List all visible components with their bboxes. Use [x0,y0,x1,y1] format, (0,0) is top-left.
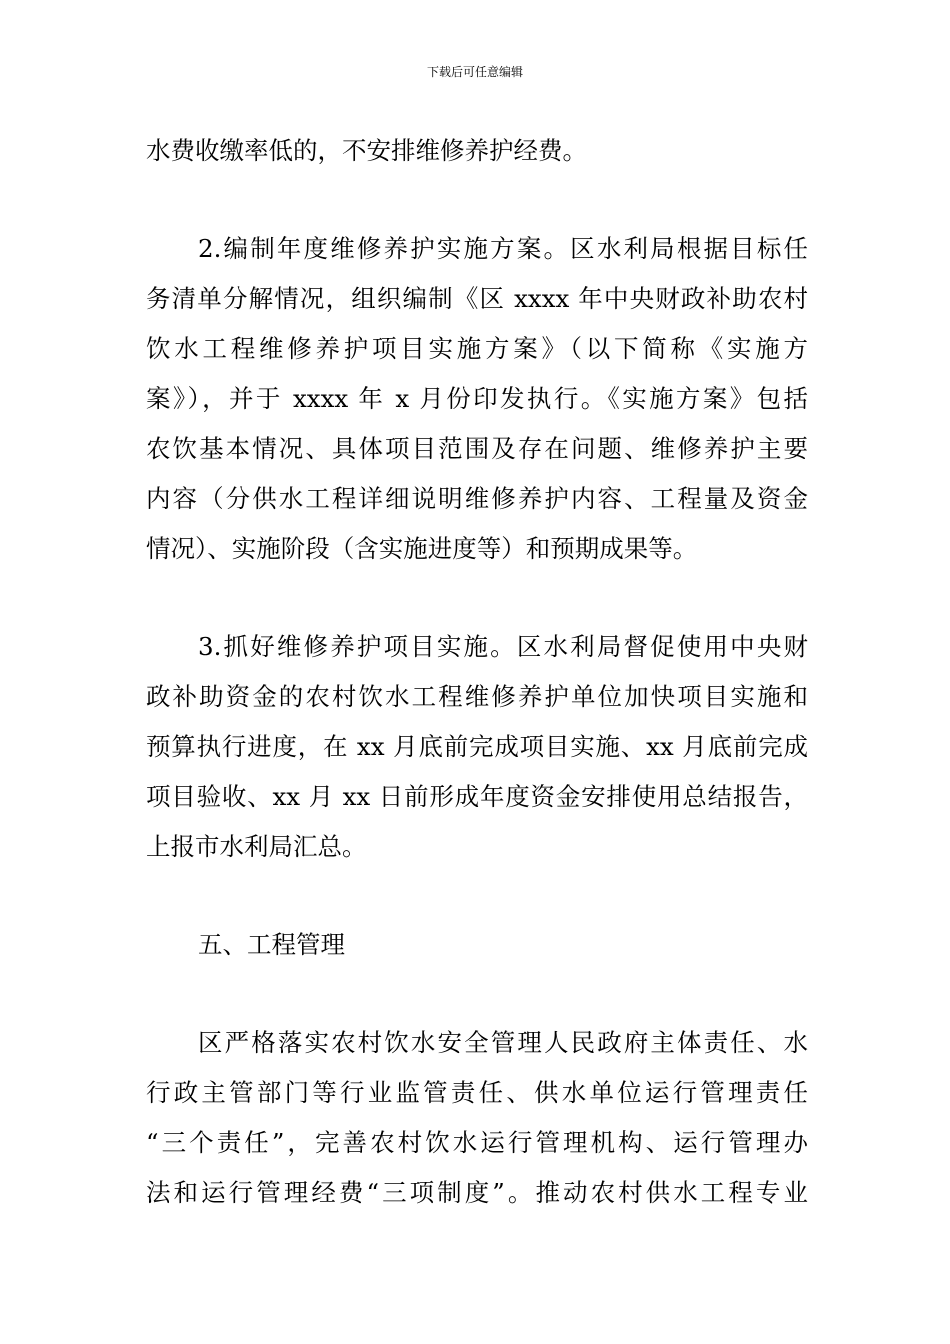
text-line: 3.抓好维修养护项目实施。区水利局督促使用中央财 [198,632,808,661]
text-line: 项目验收、xx 月 xx 日前形成年度资金安排使用总结报告， [146,782,808,811]
section-heading [146,920,808,970]
text-line: 水费收缴率低的，不安排维修养护经费。 [146,136,587,165]
text-line: 案》），并于 xxxx 年 x 月份印发执行。《实施方案》包括 [146,384,808,413]
text-line: 预算执行进度，在 xx 月底前完成项目实施、xx 月底前完成 [146,732,808,761]
paragraph [146,126,808,176]
text-line: 务清单分解情况，组织编制《区 xxxx 年中央财政补助农村 [146,284,808,313]
text-line: “三个责任”，完善农村饮水运行管理机构、运行管理办 [146,1128,808,1157]
paragraph-spacer [146,872,808,920]
text-line: 上报市水利局汇总。 [146,832,367,861]
paragraph [146,1018,808,1218]
document-body [146,126,808,1218]
paragraph-spacer [146,574,808,622]
paragraph [146,224,808,574]
paragraph [146,622,808,872]
text-line: 内容（分供水工程详细说明维修养护内容、工程量及资金 [146,484,808,513]
text-line: 2.编制年度维修养护实施方案。区水利局根据目标任 [198,234,808,263]
text-line: 政补助资金的农村饮水工程维修养护单位加快项目实施和 [146,682,808,711]
text-line: 法和运行管理经费“三项制度”。推动农村供水工程专业 [146,1178,808,1207]
text-line: 饮水工程维修养护项目实施方案》（以下简称《实施方 [146,334,808,363]
heading-line: 五、工程管理 [198,930,345,959]
page-header-note: 下载后可任意编辑 [426,65,523,79]
paragraph-spacer [146,176,808,224]
text-line: 情况）、实施阶段（含实施进度等）和预期成果等。 [146,534,698,563]
text-line: 农饮基本情况、具体项目范围及存在问题、维修养护主要 [146,434,808,463]
paragraph-spacer [146,970,808,1018]
text-line: 区严格落实农村饮水安全管理人民政府主体责任、水 [198,1028,808,1057]
text-line: 行政主管部门等行业监管责任、供水单位运行管理责任 [146,1078,808,1107]
